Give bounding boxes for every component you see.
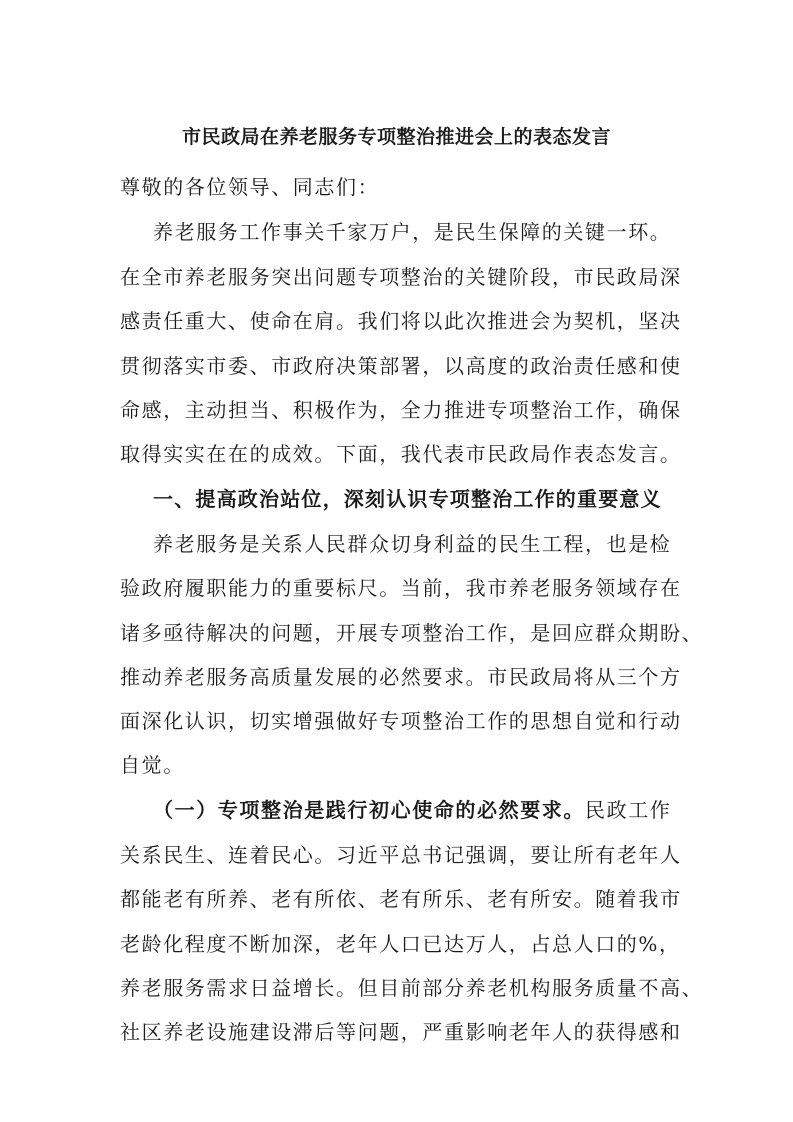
subsection-text: 民政工作: [585, 798, 672, 822]
paragraph-line: 诸多亟待解决的问题，开展专项整治工作，是回应群众期盼、: [120, 621, 704, 645]
paragraph-line: 验政府履职能力的重要标尺。当前，我市养老服务领域存在: [120, 576, 682, 600]
intro-line: 感责任重大、使命在肩。我们将以此次推进会为契机，坚决: [120, 309, 682, 333]
intro-line: 贯彻落实市委、市政府决策部署，以高度的政治责任感和使: [120, 354, 682, 378]
paragraph-line: 养老服务是关系人民群众切身利益的民生工程，也是检: [153, 532, 672, 556]
intro-line: 养老服务工作事关千家万户，是民生保障的关键一环。: [153, 220, 672, 244]
section-heading: 一、提高政治站位，深刻认识专项整治工作的重要意义: [153, 487, 662, 511]
paragraph-line: 关系民生、连着民心。习近平总书记强调，要让所有老年人: [120, 843, 682, 867]
paragraph-line: 养老服务需求日益增长。但目前部分养老机构服务质量不高、: [120, 976, 704, 1000]
paragraph-line: 面深化认识，切实增强做好专项整治工作的思想自觉和行动: [120, 709, 682, 733]
salutation: 尊敬的各位领导、同志们：: [120, 175, 380, 199]
intro-line: 命感，主动担当、积极作为，全力推进专项整治工作，确保: [120, 398, 682, 422]
intro-line: 取得实实在在的成效。下面，我代表市民政局作表态发言。: [120, 442, 682, 466]
intro-line: 在全市养老服务突出问题专项整治的关键阶段，市民政局深: [120, 265, 682, 289]
paragraph-line: 推动养老服务高质量发展的必然要求。市民政局将从三个方: [120, 665, 682, 689]
paragraph-line: 都能老有所养、老有所依、老有所乐、老有所安。随着我市: [120, 887, 682, 911]
paragraph-line: 老龄化程度不断加深，老年人口已达万人，占总人口的%，: [120, 932, 681, 956]
paragraph-line: 自觉。: [120, 753, 185, 777]
subsection-first-line: [153, 793, 671, 827]
document-title: 市民政局在养老服务专项整治推进会上的表态发言: [181, 126, 611, 148]
subsection-heading: （一）专项整治是践行初心使命的必然要求。: [153, 798, 585, 822]
paragraph-line: 社区养老设施建设滞后等问题，严重影响老年人的获得感和: [120, 1020, 682, 1044]
